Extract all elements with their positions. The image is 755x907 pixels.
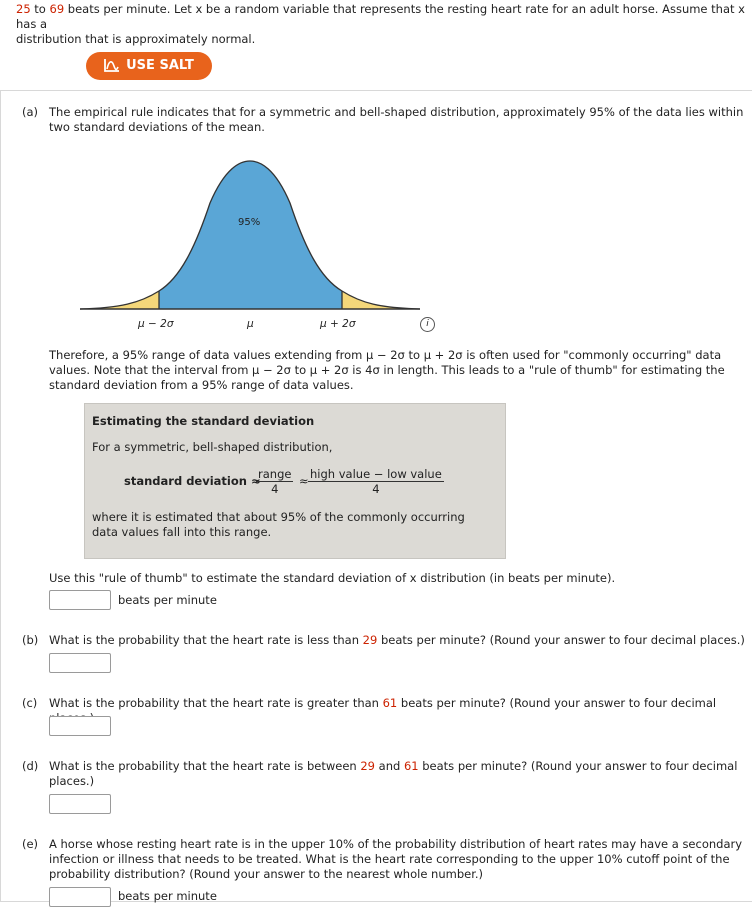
formula-lhs: standard deviation ≈ bbox=[124, 474, 261, 488]
part-b-answer-input[interactable] bbox=[49, 653, 111, 673]
part-d-value1: 29 bbox=[360, 759, 375, 773]
x-label-mu-plus-2sigma: μ + 2σ bbox=[320, 318, 356, 330]
center-percent-label: 95% bbox=[238, 217, 261, 228]
box-title: Estimating the standard deviation bbox=[92, 414, 315, 428]
x-label-mu-minus-2sigma: μ − 2σ bbox=[138, 318, 174, 330]
formula-approx: ≈ bbox=[299, 474, 309, 488]
frac2-den: 4 bbox=[372, 482, 380, 496]
formula-frac2 bbox=[308, 467, 444, 496]
part-a bbox=[22, 105, 744, 134]
box-subtitle: For a symmetric, bell-shaped distribution, bbox=[92, 440, 333, 454]
part-a-answer-input[interactable] bbox=[49, 590, 111, 610]
center-area bbox=[159, 161, 342, 309]
part-d-value2: 61 bbox=[403, 759, 419, 773]
frac1-num: range bbox=[258, 467, 292, 481]
use-salt-label: USE SALT bbox=[126, 58, 194, 73]
part-e-label: (e) bbox=[22, 837, 39, 851]
part-d-answer-input[interactable] bbox=[49, 794, 111, 814]
part-b-value: 29 bbox=[362, 633, 378, 647]
part-d-text bbox=[49, 759, 749, 789]
part-c-pre: What is the probability that the heart rate is greater than bbox=[49, 696, 379, 710]
part-a-text: The empirical rule indicates that for a symmetric and bell-shaped distribution, approximately 95% of the data lies within two standard deviations of the mean. bbox=[49, 105, 744, 134]
part-b bbox=[22, 633, 745, 648]
part-d-mid: and bbox=[378, 759, 401, 773]
part-b-post: beats per minute? (Round your answer to four decimal places.) bbox=[380, 633, 745, 647]
part-d-post: beats per minute? (Round your answer to four decimal places.) bbox=[49, 759, 738, 788]
intro-line1: beats per minute. Let x be a random variable that represents the resting heart rate for an adult horse. Assume that x has a bbox=[16, 2, 745, 31]
use-salt-button[interactable] bbox=[86, 52, 212, 80]
intro-line2: distribution that is approximately normal. bbox=[16, 32, 256, 46]
part-c-label: (c) bbox=[22, 696, 38, 710]
range-to: to bbox=[34, 2, 46, 16]
part-e-text: A horse whose resting heart rate is in the upper 10% of the probability distribution of heart rates may have a secondary infection or illness that needs to be treated. What is the heart rate corresponding to the upper 10% cutoff point of the probability distribution? (Round your answer to the nearest whole number.) bbox=[49, 837, 743, 881]
info-icon[interactable]: i bbox=[420, 317, 435, 332]
problem-intro bbox=[16, 2, 755, 47]
part-d bbox=[22, 759, 742, 788]
part-c bbox=[22, 696, 742, 711]
normal-curve-graph bbox=[80, 158, 420, 318]
range-high: 69 bbox=[49, 2, 65, 16]
frac2-num: high value − low value bbox=[310, 467, 442, 481]
rule-of-thumb-box bbox=[84, 403, 506, 559]
part-d-pre: What is the probability that the heart rate is between bbox=[49, 759, 357, 773]
part-c-value: 61 bbox=[382, 696, 398, 710]
x-label-mu: μ bbox=[247, 318, 254, 330]
part-d-label: (d) bbox=[22, 759, 39, 773]
formula-frac1 bbox=[256, 467, 293, 496]
box-where: where it is estimated that about 95% of the commonly occurring data values fall into this range. bbox=[92, 510, 465, 539]
part-b-label: (b) bbox=[22, 633, 39, 647]
part-c-text bbox=[49, 696, 749, 726]
range-low: 25 bbox=[16, 2, 31, 16]
part-b-text bbox=[49, 633, 749, 648]
part-b-pre: What is the probability that the heart rate is less than bbox=[49, 633, 359, 647]
part-a-unit: beats per minute bbox=[118, 593, 217, 607]
part-c-post: beats per minute? (Round your answer to four decimal bbox=[400, 696, 717, 710]
part-a-paragraph: Therefore, a 95% range of data values extending from μ − 2σ to μ + 2σ is often used for "commonly occurring" data values. Note that the interval from μ − 2σ to μ + 2σ is 4σ in length. This leads to a "rule of thumb" for estimating the standard deviation from a 95% range of data values. bbox=[49, 348, 725, 392]
frac1-den: 4 bbox=[271, 482, 279, 496]
part-c-answer-input[interactable] bbox=[49, 716, 111, 736]
part-e-answer-input[interactable] bbox=[49, 887, 111, 907]
salt-icon bbox=[104, 58, 120, 72]
part-e-unit: beats per minute bbox=[118, 889, 217, 903]
part-e bbox=[22, 837, 743, 881]
part-a-label: (a) bbox=[22, 105, 39, 119]
part-a-question: Use this "rule of thumb" to estimate the standard deviation of x distribution (in beats per minute). bbox=[49, 571, 616, 585]
